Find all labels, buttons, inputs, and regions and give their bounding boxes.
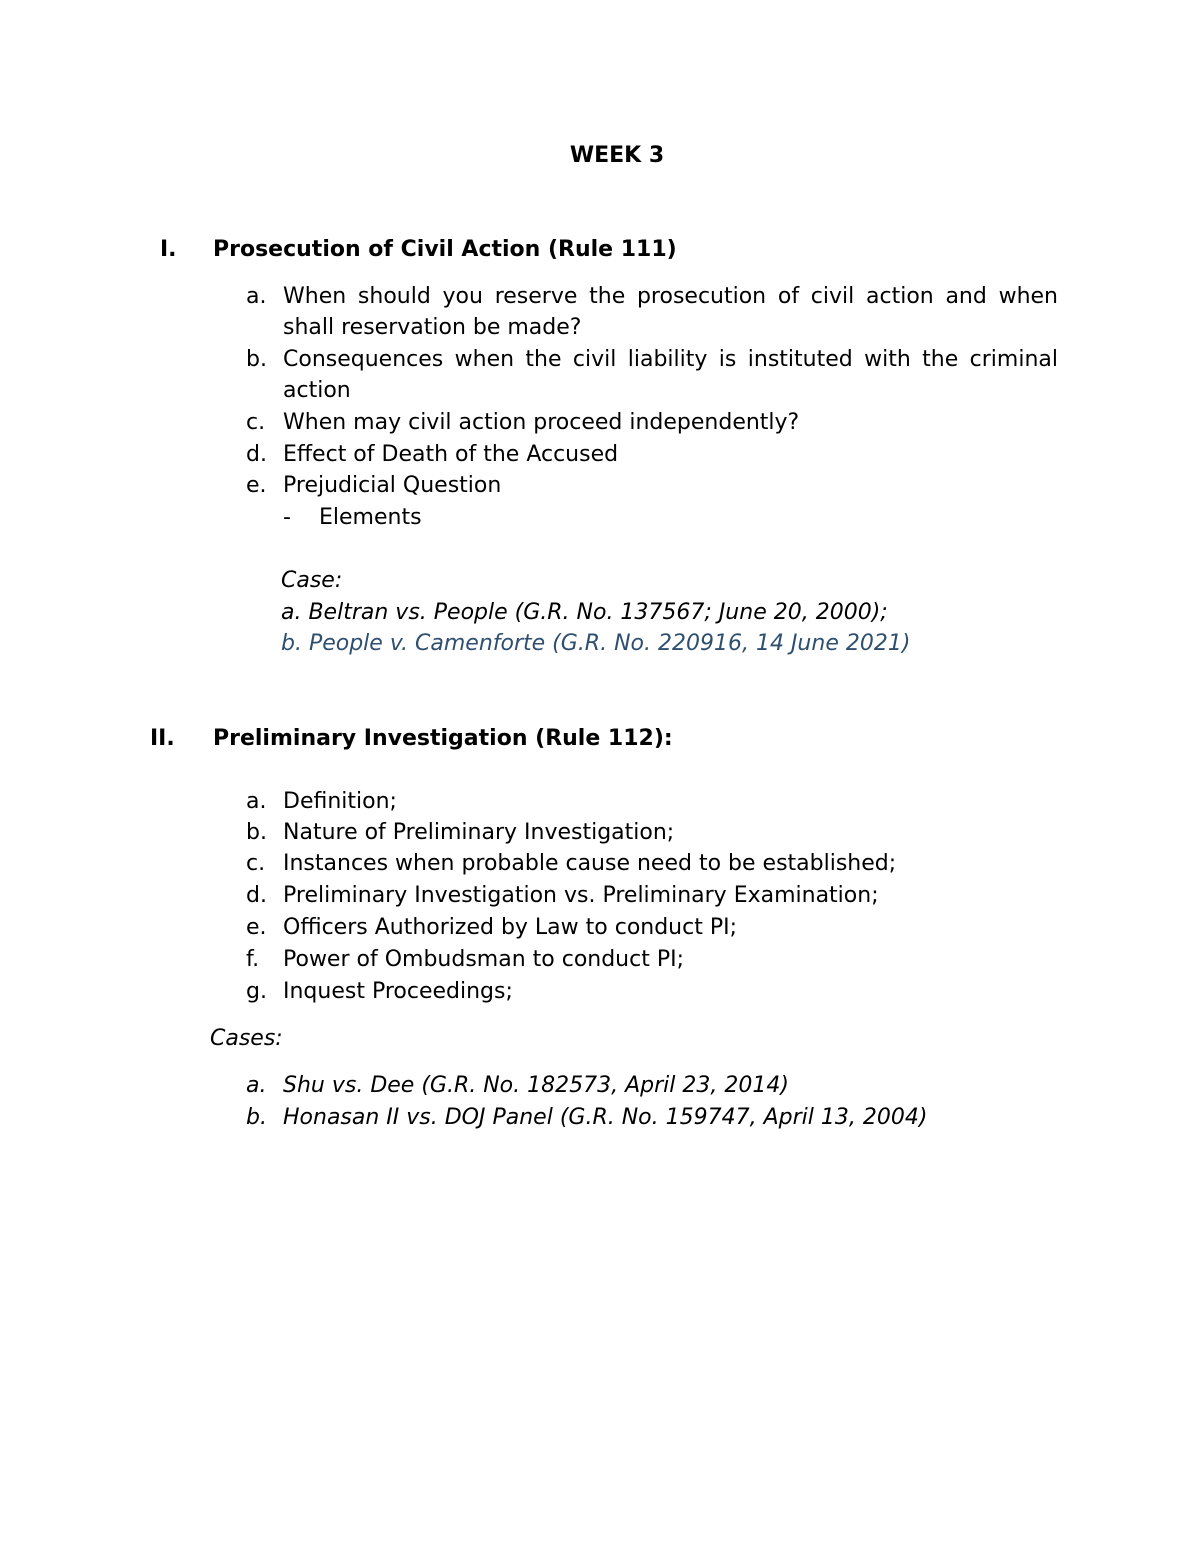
- list-letter: e.: [246, 473, 267, 498]
- list-item-text: Prejudicial Question: [283, 473, 502, 498]
- list-item-text: Consequences when the civil liability is instituted with the criminal action: [283, 347, 1058, 403]
- section-numeral: II.: [150, 726, 175, 751]
- list-letter: d.: [246, 883, 267, 908]
- case-letter: b.: [246, 1105, 267, 1130]
- list-item-text: Inquest Proceedings;: [283, 979, 513, 1004]
- list-item-text: Instances when probable cause need to be established;: [283, 851, 897, 876]
- list-letter: c.: [246, 851, 266, 876]
- list-item-text: Officers Authorized by Law to conduct PI;: [283, 915, 738, 940]
- cases-label: Case:: [281, 568, 343, 593]
- list-letter: g.: [246, 979, 267, 1004]
- list-letter: b.: [246, 820, 267, 845]
- list-letter: d.: [246, 442, 267, 467]
- case-citation: b. People v. Camenforte (G.R. No. 220916, 14 June 2021): [281, 631, 911, 656]
- list-letter: e.: [246, 915, 267, 940]
- list-letter: c.: [246, 410, 266, 435]
- page-title: WEEK 3: [569, 143, 665, 168]
- case-letter: a.: [246, 1073, 267, 1098]
- case-text: Shu vs. Dee (G.R. No. 182573, April 23, 2014): [283, 1073, 789, 1098]
- section-title: Prosecution of Civil Action (Rule 111): [213, 237, 677, 262]
- list-letter: f.: [246, 947, 260, 972]
- dash-bullet: -: [283, 505, 291, 530]
- list-letter: a.: [246, 789, 267, 814]
- list-item-text: Nature of Preliminary Investigation;: [283, 820, 675, 845]
- list-item-text: Power of Ombudsman to conduct PI;: [283, 947, 685, 972]
- list-item-text: Preliminary Investigation vs. Preliminary Examination;: [283, 883, 879, 908]
- sub-bullet-text: Elements: [319, 505, 422, 530]
- case-text: Honasan II vs. DOJ Panel (G.R. No. 159747, April 13, 2004): [283, 1105, 928, 1130]
- list-letter: a.: [246, 284, 267, 309]
- cases-label: Cases:: [210, 1026, 283, 1051]
- list-item-text: When should you reserve the prosecution of civil action and when shall reservation be made?: [283, 284, 1058, 340]
- section-numeral: I.: [160, 237, 177, 262]
- list-item-text: When may civil action proceed independently?: [283, 410, 800, 435]
- case-citation: a. Beltran vs. People (G.R. No. 137567; June 20, 2000);: [281, 600, 888, 625]
- list-letter: b.: [246, 347, 267, 372]
- section-title: Preliminary Investigation (Rule 112):: [213, 726, 673, 751]
- list-item-text: Effect of Death of the Accused: [283, 442, 619, 467]
- list-item-text: Definition;: [283, 789, 397, 814]
